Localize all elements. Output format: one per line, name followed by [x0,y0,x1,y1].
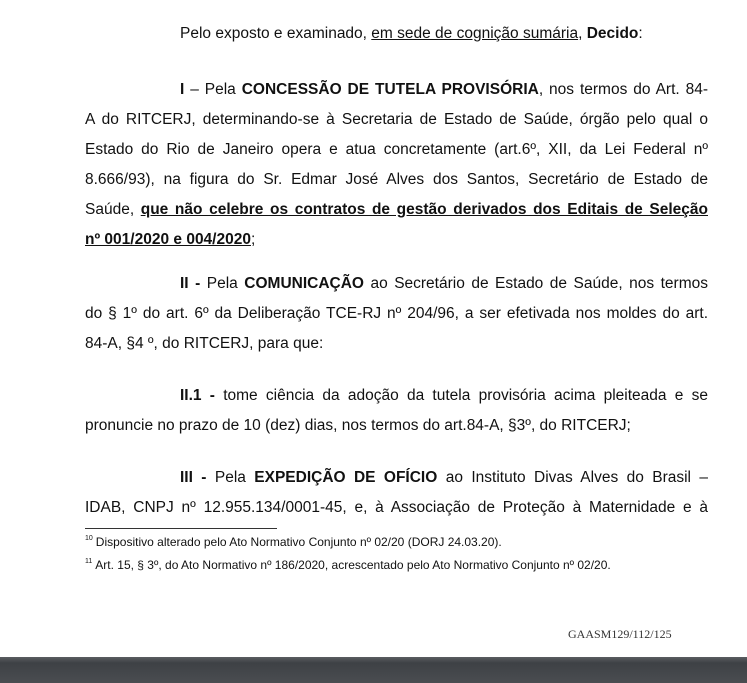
paragraph-item-ii-1 [85,381,708,441]
footnote-10 [85,535,502,549]
text: ao Instituto Divas Alves do Brasil – [437,469,709,486]
text: Pelo exposto e examinado, [180,25,372,42]
text: : [638,25,643,42]
bold-text: COMUNICAÇÃO [244,275,364,292]
text: ao Secretário de Estado de Saúde, nos termos [363,275,708,292]
item-number: II.1 - [180,387,215,404]
text-line: pronuncie no prazo de 10 (dez) dias, nos termos do art.84-A, §3º, do RITCERJ; [85,417,631,434]
text-line: do § 1º do art. 6º da Deliberação TCE-RJ nº 204/96, a ser efetivada nos moldes do art. [85,305,708,322]
text-line: IDAB, CNPJ nº 12.955.134/0001-45, e, à Associação de Proteção à Maternidade e à [85,499,708,516]
footnote-text: Art. 15, § 3º, do Ato Normativo nº 186/2020, acrescentado pelo Ato Normativo Conjunto nº 02/20. [95,558,611,572]
bold-text: Decido [586,25,639,42]
text-line: 8.666/93), na figura do Sr. Edmar José Alves dos Santos, Secretário de Estado de [85,171,708,188]
bold-underlined-text: nº 001/2020 e 004/2020 [85,231,251,248]
text-line: 84-A, §4 º, do RITCERJ, para que: [85,335,324,352]
footnote-separator [85,528,277,529]
text: , [578,25,587,42]
bold-underlined-text: que não celebre os contratos de gestão derivados dos Editais de Seleção [140,201,708,218]
paragraph-decision-intro [85,19,708,49]
viewer-bottom-bar [0,657,747,683]
footnote-number: 11 [85,558,93,565]
text-line: A do RITCERJ, determinando-se à Secretaria de Estado de Saúde, órgão pelo qual o [85,111,708,128]
text-line: Estado do Rio de Janeiro opera e atua concretamente (art.6º, XII, da Lei Federal nº [85,141,708,158]
text: Pela [200,275,245,292]
bold-text: EXPEDIÇÃO DE OFÍCIO [254,469,438,486]
text: ; [250,231,256,248]
text: tome ciência da adoção da tutela provisória acima pleiteada e se [214,387,708,404]
underlined-text: em sede de cognição sumária [371,25,579,42]
text: Pela [206,469,255,486]
footnote-number: 10 [85,535,93,542]
item-number: III - [180,469,207,486]
item-number: I [180,81,185,98]
footnote-text: Dispositivo alterado pelo Ato Normativo Conjunto nº 02/20 (DORJ 24.03.20). [95,535,502,549]
bold-text: CONCESSÃO DE TUTELA PROVISÓRIA [241,81,539,98]
item-number: II - [180,275,201,292]
document-code: GAASM129/112/125 [568,627,672,641]
text: – Pela [184,81,242,98]
paragraph-item-ii [85,269,708,359]
footnote-11 [85,558,611,572]
paragraph-item-i [85,75,708,255]
paragraph-item-iii [85,463,708,523]
text: Saúde, [85,201,141,218]
text: , nos termos do Art. 84- [538,81,709,98]
